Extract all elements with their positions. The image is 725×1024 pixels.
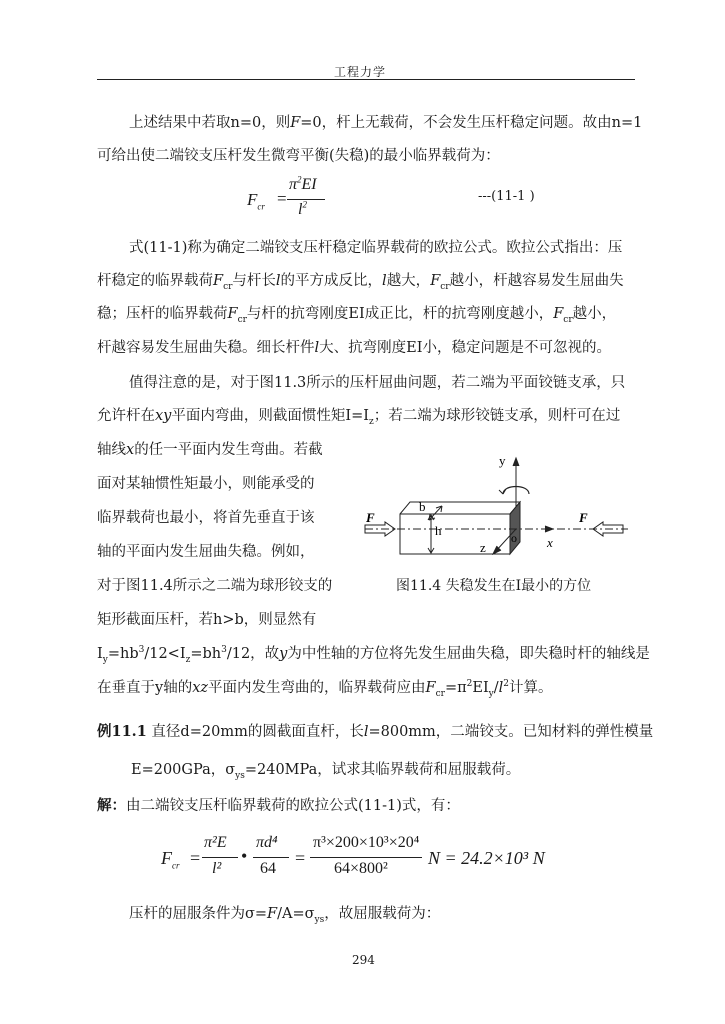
para3-line8: 矩形截面压杆，若h>b，则显然有 bbox=[97, 612, 317, 628]
para1-line1: 上述结果中若取n=0，则F=0，杆上无载荷，不会发生压杆稳定问题。故由n=1 bbox=[129, 115, 643, 131]
label-x: x bbox=[547, 535, 553, 550]
yield-line: 压杆的屈服条件为$\sigma=F/A=\sigma_{ys}$，故屈服载荷为： bbox=[129, 906, 441, 925]
para2-line2: 杆稳定的临界载荷$F_{cr}$与杆长l的平方成反比，l越大，$F_{cr}$越小，杆越容易发生屈曲失 bbox=[97, 273, 624, 292]
bar-front-face bbox=[400, 514, 510, 554]
eq2-eq2: = bbox=[295, 848, 306, 868]
eq2-term3-bar bbox=[310, 857, 422, 858]
eq2-lhs: $F_{cr}$ bbox=[161, 848, 180, 871]
eq2-term2-bar bbox=[253, 857, 289, 858]
bar-end-face bbox=[510, 502, 520, 554]
para3-line7: 对于图11.4所示之二端为球形铰支的 bbox=[97, 578, 333, 594]
eq2-term2-num: πd⁴ bbox=[256, 834, 278, 851]
eq2-term3-num: π³×200×10³×20⁴ bbox=[313, 834, 420, 851]
eq1-denominator: $l^2$ bbox=[298, 199, 307, 218]
eq2-term3-den: 64×800² bbox=[334, 860, 388, 877]
para2-line4: 杆越容易发生屈曲失稳。细长杆件l大、抗弯刚度EI小，稳定问题是不可忽视的。 bbox=[97, 340, 611, 356]
label-F-right: F bbox=[579, 510, 588, 525]
solution-line: 解：由二端铰支压杆临界载荷的欧拉公式(11-1)式，有： bbox=[97, 797, 460, 814]
label-z: z bbox=[480, 540, 486, 555]
solution-label: 解： bbox=[97, 797, 126, 814]
eq2-term2-den: 64 bbox=[260, 860, 276, 877]
x-axis-arrow bbox=[545, 526, 553, 532]
eq2-bullet: • bbox=[241, 846, 248, 866]
bar-top-face bbox=[400, 502, 520, 514]
example-line1: 例11.1 直径d=20mm的圆截面直杆，长l=800mm，二端铰支。已知材料的弹性模量 bbox=[97, 723, 654, 740]
y-axis-arrow bbox=[513, 458, 519, 466]
para1-line2: 可给出使二端铰支压杆发生微弯平衡(失稳)的最小临界载荷为： bbox=[97, 148, 500, 164]
label-o: o bbox=[511, 531, 517, 545]
para3-line10: 在垂直于y轴的xz平面内发生弯曲的，临界载荷应由$F_{cr}=\pi^2EI_y/l^2$计算。 bbox=[97, 679, 553, 699]
para2-line1: 式(11-1)称为确定二端铰支压杆稳定临界载荷的欧拉公式。欧拉公式指出：压 bbox=[129, 240, 623, 256]
label-b: b bbox=[419, 499, 426, 514]
para3-line1: 值得注意的是，对于图11.3所示的压杆屈曲问题，若二端为平面铰链支承，只 bbox=[129, 375, 626, 391]
para2-line3: 稳；压杆的临界载荷$F_{cr}$与杆的抗弯刚度EI成正比，杆的抗弯刚度越小，$F_{cr}$越小， bbox=[97, 306, 617, 325]
eq2-term1-num: π²E bbox=[204, 834, 227, 851]
figure-caption: 图11.4 失稳发生在I最小的方位 bbox=[396, 578, 592, 594]
page-number: 294 bbox=[352, 953, 375, 967]
para3-line2: 允许杆在xy平面内弯曲，则截面惯性矩$I=I_z$；若二端为球形铰链支承，则杆可在过 bbox=[97, 408, 621, 427]
label-h: h bbox=[435, 523, 442, 538]
eq1-label: ---(11-1 ) bbox=[478, 189, 535, 204]
running-header: 工程力学 bbox=[334, 65, 387, 79]
example-line2: E=200GPa，$\sigma_{ys}=240MPa$，试求其临界载荷和屈服载荷。 bbox=[131, 762, 521, 781]
figure-11-4 bbox=[345, 448, 635, 573]
eq2-eq1: = bbox=[190, 848, 201, 868]
eq2-term1-den: l² bbox=[212, 860, 222, 877]
eq1-numerator: $\pi^2EI$ bbox=[289, 174, 317, 193]
para3-line4: 面对某轴惯性矩最小，则能承受的 bbox=[97, 476, 315, 492]
header-rule bbox=[97, 79, 635, 80]
eq2-term1-bar bbox=[202, 857, 238, 858]
para3-line5: 临界载荷也最小，将首先垂直于该 bbox=[97, 510, 315, 526]
example-label: 例11.1 bbox=[97, 723, 147, 740]
eq1-equals: = bbox=[277, 189, 287, 208]
para3-line9: $I_y=hb^3/12<I_z=bh^3/12$，故y为中性轴的方位将先发生屈曲失稳，即失稳时杆的轴线是 bbox=[97, 645, 650, 665]
label-y: y bbox=[499, 453, 506, 468]
eq2-result: N = 24.2×10³ N bbox=[428, 848, 545, 868]
label-F-left: F bbox=[366, 510, 375, 525]
eq1-lhs: $F_{cr}$ bbox=[247, 190, 265, 212]
para3-line3: 轴线x的任一平面内发生弯曲。若截 bbox=[97, 442, 323, 458]
para3-line6: 轴的平面内发生屈曲失稳。例如， bbox=[97, 544, 315, 560]
